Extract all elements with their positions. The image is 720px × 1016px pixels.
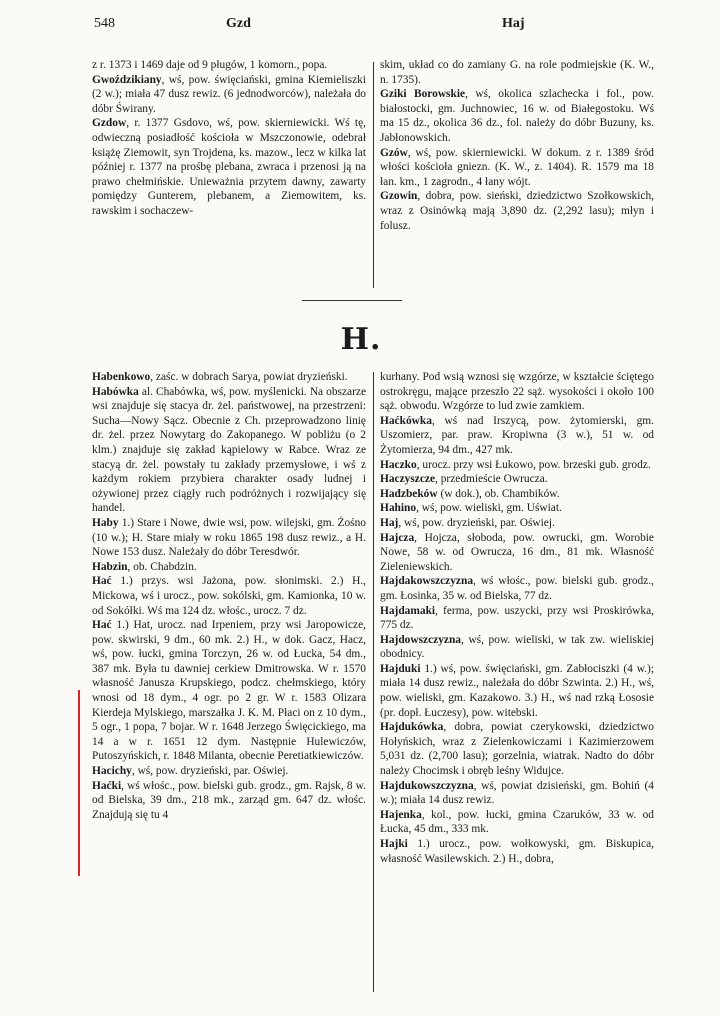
entry-paragraph: Gzów, wś, pow. skierniewicki. W dokum. z r. 1389 śród włości kościoła gniezn. (K. W., z. 1404). R. 1579 ma 18 łan. km., 1 zagrodn., 4 łany wójt. — [380, 146, 654, 188]
entry-paragraph: kurhany. Pod wsią wznosi się wzgórze, w kształcie ściętego ostrokręgu, mające przeszło 22 sąż. wysokości i około 100 sąż. obwodu. Wzgórze to lud zwie zamkiem. — [380, 371, 654, 413]
entry-paragraph: Haby 1.) Stare i Nowe, dwie wsi, pow. wilejski, gm. Żośno (10 w.); H. Stare miały w roku 1865 198 dusz rewiz., a H. Nowe 153 dusz. Należały do dóbr Teresdwór. — [92, 516, 366, 559]
entry-paragraph: Haj, wś, pow. dryzieński, par. Oświej. — [380, 516, 555, 529]
entry-paragraph: Hacichy, wś, pow. dryzieński, par. Oświej. — [92, 765, 289, 778]
entry-paragraph: Habenkowo, zaśc. w dobrach Sarya, powiat dryzieński. — [92, 371, 348, 383]
header-right-word: Haj — [502, 16, 525, 31]
entry-paragraph: z r. 1373 i 1469 daje od 9 pługów, 1 komorn., popa. — [92, 59, 328, 71]
entry-paragraph: Gzdow, r. 1377 Gsdovo, wś, pow. skierniewicki. Wś tę, odwieczną posiadłość kościoła w Mszczonowie, odebrał książę Ziemowit, syn Trojdena, ks. mazow., lecz w kilka lat później r. 1377 na prośbę plebana, zwraca i przenosi ją na prawo chełmińskie. Unieważnia przytem dawny, zawarty pomiędzy Gunterem, plebanem, a Ziemowitem, ks. rawskim i sochaczew- — [92, 117, 366, 217]
entry-paragraph: Haczyszcze, przedmieście Owrucza. — [380, 473, 548, 486]
top-right-column — [380, 58, 654, 233]
entry-paragraph: Hajdamaki, ferma, pow. uszycki, przy wsi Proskirówka, 775 dz. — [380, 604, 654, 632]
entry-paragraph: Hajdukówka, dobra, powiat czerykowski, dziedzictwo Hołyńskich, wraz z Zielenkowiczami i Kazimierzowem 5,031 dz. (2,700 lasu); gorzelnia, wiatrak. Nadto do dóbr należy Chocimsk i obręb leśny Widujce. — [380, 721, 654, 778]
entry-paragraph: Gwoździkiany, wś, pow. święciański, gmina Kiemieliszki (2 w.); miała 47 dusz rewiz. (6 jednodworców), należała do dóbr Świrany. — [92, 73, 366, 115]
page-header — [92, 10, 658, 36]
bottom-left-column — [92, 370, 366, 822]
entry-paragraph: Haczko, urocz. przy wsi Łukowo, pow. brzeski gub. grodz. — [380, 458, 651, 471]
entry-paragraph: skim, układ co do zamiany G. na role podmiejskie (K. W., n. 1735). — [380, 59, 654, 86]
entry-paragraph: Hajduki 1.) wś, pow. święciański, gm. Zabłociszki (4 w.); miała 14 dusz rewiz., należała do dóbr Szwinta. 2.) H., wś, pow. wieliski, gm. Kazakowo. 3.) H., wś nad rzką Łososie (pr. dopł. Łuczesy), pow. witebski. — [380, 662, 654, 719]
entry-paragraph: Hajdowszczyzna, wś, pow. wieliski, w tak zw. wieliskiej obodnicy. — [380, 633, 654, 661]
entry-paragraph: Hać 1.) Hat, urocz. nad Irpeniem, przy wsi Jaropowicze, pow. skwirski, 9 dm., 60 mk. 2.) H., w dok. Gacz, Hacz, wś, pow. łucki, gmina Torczyn, 26 w. od Łucka, 54 dm., 387 mk. Była tu dawniej cerkiew Dmitrowska. W r. 1570 własność Janusza Krupskiego, podcz. chełmskiego, który wnosi od 18 dym., 4 ogr. po 2 gr. W r. 1583 Olizara Kierdeja Mylskiego, marszałka J. K. M. Płaci on z 10 dym., 5 ogr., 1 popa, 7 bojar. W r. 1648 Jerzego Święcickiego, ma 14 a w r. 1651 12 dym. Następnie Hulewiczów, Putoszyńskich, r. 1848 Milanta, obecnie Peretiatkiewiczów. — [92, 619, 366, 763]
entry-paragraph: Habówka al. Chabówka, wś, pow. myślenicki. Na obszarze wsi znajduje się stacya dr. żel. państwowej, na przestrzeni: Sucha—Nowy Sącz. Obecnie z Ch. przeprowadzono linię dr. żel. przez Nowytarg do Zakopanego. W pobliżu (o 2 klm.) znajduje się zakład kąpielowy w Rabce. Wraz ze stacyą dr. żel. powstały tu zakłady przemysłowe, i wś z każdym rokiem przybiera charakter osady ludnej i ożywionej przez ciągły ruch podróżnych i rozwijający się handel. — [92, 385, 366, 515]
entry-paragraph: Gziki Borowskie, wś, okolica szlachecka i fol., pow. białostocki, gm. Juchnowiec, 16 w. od Białegostoku. Wś ma 15 dz., okolica 36 dz., fol. należy do dóbr Buzuny, ks. Jabłonowskich. — [380, 88, 655, 144]
column-divider — [373, 372, 374, 992]
section-separator — [302, 300, 402, 301]
entry-paragraph: Hajcza, Hojcza, słoboda, pow. owrucki, gm. Worobie Nowe, 58 w. od Owrucza, 16 dm., 81 mk. Własność Zieleniewskich. — [380, 531, 654, 573]
column-divider — [373, 62, 374, 288]
entry-paragraph: Hajki 1.) urocz., pow. wołkowyski, gm. Biskupica, własność Wasilewskich. 2.) H., dobra, — [380, 838, 654, 865]
header-left-word: Gzd — [226, 16, 251, 31]
entry-paragraph: Hahino, wś, pow. wieliski, gm. Uświat. — [380, 502, 562, 515]
margin-highlight-mark — [78, 690, 80, 876]
entry-paragraph: Hajdakowszczyzna, wś włośc., pow. bielski gub. grodz., gm. Łosinka, 35 w. od Bielska, 77 dz. — [380, 575, 654, 602]
entry-paragraph: Hadzbeków (w dok.), ob. Chambików. — [380, 487, 560, 500]
entry-paragraph: Hajdukowszczyzna, wś, powiat dzisieński, gm. Bohiń (4 w.); miała 14 dusz rewiz. — [380, 779, 654, 807]
entry-paragraph: Habzin, ob. Chabdzin. — [92, 560, 197, 573]
entry-paragraph: Hajenka, kol., pow. łucki, gmina Czaruków, 33 w. od Łucka, 45 dm., 333 mk. — [380, 808, 654, 836]
bottom-right-column — [380, 370, 654, 866]
section-letter: H. — [340, 322, 382, 357]
top-left-column — [92, 58, 366, 219]
entry-paragraph: Gzowin, dobra, pow. sieński, dziedzictwo Szołkowskich, wraz z Osinówką mają 3,890 dz. (2,292 lasu); młyn i folusz. — [380, 190, 654, 232]
entry-paragraph: Haćki, wś włośc., pow. bielski gub. grodz., gm. Rajsk, 8 w. od Bielska, 39 dm., 218 mk., zarząd gm. 647 dz. włośc. Znajdują się tu 4 — [92, 779, 366, 821]
page-number: 548 — [94, 16, 115, 31]
entry-paragraph: Hać 1.) przys. wsi Jażona, pow. słonimski. 2.) H., Mickowa, wś i urocz., pow. sokólski, gm. Kamionka, 10 w. od Sokółki. Wś ma 124 dz. włośc., urocz. 7 dz. — [92, 575, 366, 617]
entry-paragraph: Haćkówka, wś nad Irszycą, pow. żytomierski, gm. Uszomierz, par. praw. Kropiwna (3 w.), 51 w. od Żytomierza, 94 dm., 427 mk. — [380, 414, 654, 456]
